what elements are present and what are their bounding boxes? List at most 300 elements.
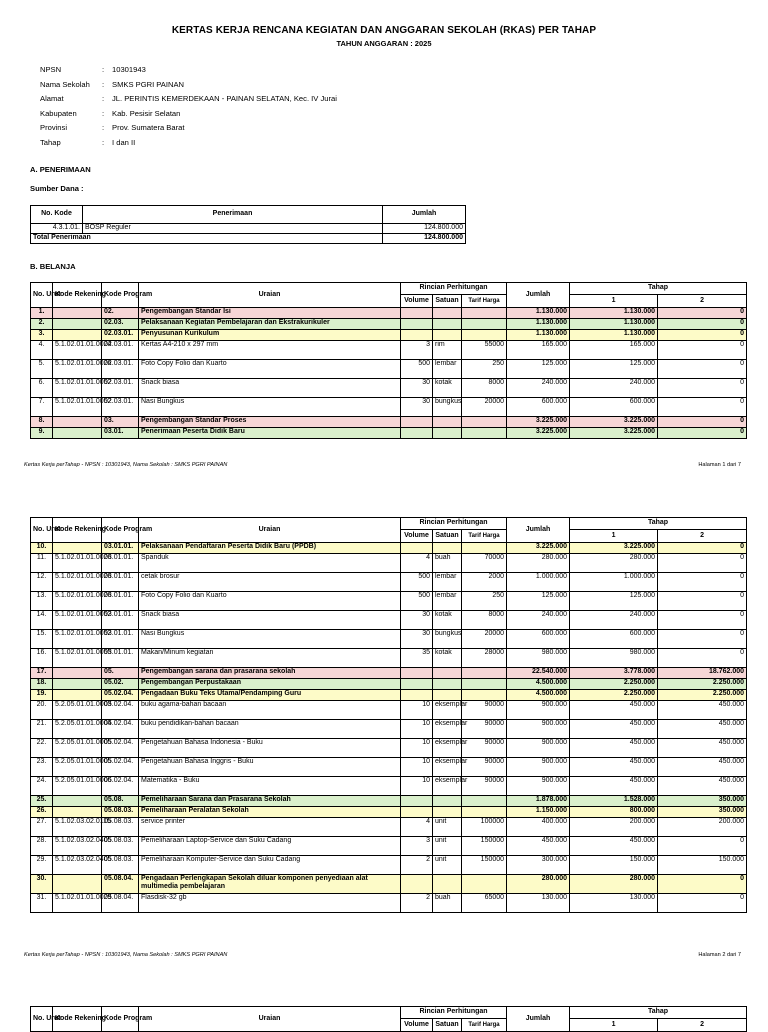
cell-satuan: kotak [433,649,462,668]
cell-tarif: 28000 [462,649,507,668]
cell-tahap-2: 0 [658,592,747,611]
cell-volume [401,308,433,319]
cell-uraian: service printer [139,818,401,837]
cell-kode-rekening: 5.1.02.01.01.0026 [53,554,102,573]
cell-volume: 4 [401,554,433,573]
cell-no: 11. [31,554,53,573]
cell-satuan [433,679,462,690]
header-volume: Volume [401,295,433,308]
belanja-table-page-2 [30,517,747,913]
cell-tahap-1: 2.250.000 [570,679,658,690]
cell-uraian: Pelaksanaan Pendaftaran Peserta Didik Baru (PPDB) [139,543,401,554]
header-tahap: Tahap [570,1007,747,1019]
cell-tarif [462,875,507,894]
cell-no: 10. [31,543,53,554]
cell-satuan [433,428,462,439]
cell-tahap-2: 0 [658,330,747,341]
total-label: Total Penerimaan [31,234,383,244]
cell-tarif: 90000 [462,777,507,796]
cell-tarif [462,319,507,330]
cell-tahap-1: 3.225.000 [570,417,658,428]
cell-kode-program: 02.03. [102,319,139,330]
cell-tarif: 90000 [462,701,507,720]
cell-satuan: bungkus [433,630,462,649]
table-row [31,758,747,777]
cell-kode-program: 02. [102,308,139,319]
cell-tarif: 20000 [462,398,507,417]
cell-satuan: eksemplar [433,758,462,777]
cell-tarif: 100000 [462,818,507,837]
cell-uraian: Pemeliharaan Sarana dan Prasarana Sekolah [139,796,401,807]
cell-kode-rekening [53,875,102,894]
cell-kode-rekening: 5.1.02.01.01.0026 [53,592,102,611]
cell-volume: 10 [401,701,433,720]
cell-no: 6. [31,379,53,398]
cell-satuan: lembar [433,360,462,379]
header-rincian: Rincian Perhitungan [401,518,507,530]
cell-uraian: Pengadaan Buku Teks Utama/Pendamping Guru [139,690,401,701]
cell-no: 14. [31,611,53,630]
cell-tarif [462,543,507,554]
table-row [31,894,747,913]
cell-kode-program: 05.02.04. [102,690,139,701]
header-tarif: Tarif Harga [462,1019,507,1032]
footer-page-number-1: Halaman 1 dari 7 [698,462,741,468]
cell-tarif [462,807,507,818]
cell-tahap-1: 450.000 [570,739,658,758]
header-kode-program: Kode Program [102,283,139,308]
header-volume: Volume [401,1019,433,1032]
cell-satuan: eksemplar [433,739,462,758]
cell-satuan: eksemplar [433,720,462,739]
cell-kode-rekening [53,543,102,554]
cell-tahap-1: 600.000 [570,398,658,417]
cell-no: 30. [31,875,53,894]
cell-volume: 500 [401,573,433,592]
cell-satuan [433,543,462,554]
cell-satuan [433,319,462,330]
cell-kode-rekening: 5.1.02.01.01.0026 [53,573,102,592]
header-no-urut: No. Urut [31,1007,53,1032]
cell-satuan: unit [433,818,462,837]
table-row [31,417,747,428]
cell-kode-rekening [53,308,102,319]
table-row [31,818,747,837]
cell-uraian: Spanduk [139,554,401,573]
cell-tahap-1: 600.000 [570,630,658,649]
cell-tarif: 90000 [462,720,507,739]
cell-tahap-1: 1.528.000 [570,796,658,807]
info-row-npsn: NPSN : 10301943 [40,65,146,74]
cell-tarif [462,417,507,428]
cell-tahap-2: 450.000 [658,777,747,796]
school-info [40,63,337,150]
cell-tarif: 20000 [462,630,507,649]
cell-jumlah: 1.000.000 [507,573,570,592]
footer-page-number-2: Halaman 2 dari 7 [698,952,741,958]
cell-satuan [433,690,462,701]
cell-satuan: buah [433,554,462,573]
cell-no: 29. [31,856,53,875]
cell-tahap-2: 0 [658,379,747,398]
cell-tahap-1: 3.225.000 [570,428,658,439]
cell-tahap-1: 165.000 [570,341,658,360]
cell-jumlah: 1.130.000 [507,308,570,319]
table-row [31,308,747,319]
cell-volume [401,679,433,690]
table-row [31,330,747,341]
cell-kode-program: 03.01.01. [102,630,139,649]
header-tahap-1: 1 [570,530,658,543]
header-rincian: Rincian Perhitungan [401,283,507,295]
cell-tahap-1: 240.000 [570,611,658,630]
cell-uraian: Pengetahuan Bahasa Inggris - Buku [139,758,401,777]
footer-left-page-2: Kertas Kerja perTahap - NPSN : 10301943, Nama Sekolah : SMKS PGRI PAINAN [24,952,228,958]
header-uraian: Uraian [139,518,401,543]
cell-kode-program: 05. [102,668,139,679]
cell-tahap-1: 1.130.000 [570,330,658,341]
cell-kode-program: 05.02.04. [102,777,139,796]
cell-no: 26. [31,807,53,818]
cell-satuan: eksemplar [433,777,462,796]
header-uraian: Uraian [139,1007,401,1032]
cell-jumlah: 280.000 [507,554,570,573]
belanja-table-page-3 [30,1006,747,1032]
cell-uraian: Foto Copy Folio dan Kuarto [139,592,401,611]
cell-tarif [462,428,507,439]
header-tahap-1: 1 [570,295,658,308]
cell-tarif: 250 [462,592,507,611]
cell-tarif [462,690,507,701]
cell-tarif [462,308,507,319]
cell-tarif: 150000 [462,837,507,856]
cell-volume [401,330,433,341]
cell-satuan: kotak [433,379,462,398]
cell-satuan: buah [433,894,462,913]
cell-volume: 10 [401,758,433,777]
cell-no: 1. [31,308,53,319]
cell-volume [401,796,433,807]
cell-volume: 35 [401,649,433,668]
cell-tahap-1: 150.000 [570,856,658,875]
header-no-urut: No. Urut [31,283,53,308]
cell-kode-program: 03. [102,417,139,428]
table-row [31,428,747,439]
total-row [31,234,466,244]
cell-kode-program: 02.03.01. [102,341,139,360]
cell-tahap-2: 450.000 [658,739,747,758]
cell-no: 27. [31,818,53,837]
table-row [31,739,747,758]
cell-jumlah: 165.000 [507,341,570,360]
header-penerimaan: Penerimaan [83,206,383,224]
cell-volume [401,668,433,679]
cell-kode-program: 03.01.01. [102,611,139,630]
cell-uraian: Pengembangan Standar Proses [139,417,401,428]
cell-kode-program: 05.08.03. [102,856,139,875]
cell-jumlah: 900.000 [507,720,570,739]
cell-kode-rekening [53,428,102,439]
cell-kode-rekening [53,319,102,330]
cell-jumlah: 125.000 [507,360,570,379]
cell-no: 2. [31,319,53,330]
cell-tarif [462,330,507,341]
cell-kode-program: 05.02.04. [102,758,139,777]
cell-kode-rekening [53,807,102,818]
cell-tahap-1: 2.250.000 [570,690,658,701]
cell-uraian: Pengetahuan Bahasa Indonesia - Buku [139,739,401,758]
cell-jumlah: 240.000 [507,611,570,630]
cell-tahap-1: 450.000 [570,837,658,856]
header-jumlah: Jumlah [507,1007,570,1032]
cell-no: 15. [31,630,53,649]
cell-jumlah: 980.000 [507,649,570,668]
cell-uraian: Pemeliharaan Komputer-Service dan Suku Cadang [139,856,401,875]
cell-satuan [433,668,462,679]
cell-tahap-2: 450.000 [658,758,747,777]
header-uraian: Uraian [139,283,401,308]
table-row [31,573,747,592]
section-belanja-heading: B. BELANJA [30,262,76,271]
header-no-urut: No. Urut [31,518,53,543]
table-row [31,777,747,796]
header-satuan: Satuan [433,530,462,543]
cell-kode-program: 05.08.03. [102,818,139,837]
cell-tahap-1: 280.000 [570,554,658,573]
cell-satuan: unit [433,837,462,856]
cell-no: 19. [31,690,53,701]
cell-no: 22. [31,739,53,758]
cell-kode-rekening: 5.1.02.01.01.0026 [53,360,102,379]
cell-jumlah: 3.225.000 [507,417,570,428]
cell-no: 12. [31,573,53,592]
cell-jumlah: 600.000 [507,630,570,649]
cell-no: 13. [31,592,53,611]
cell-tahap-2: 0 [658,428,747,439]
cell-uraian: Penyusunan Kurikulum [139,330,401,341]
cell-kode-program: 02.03.01. [102,379,139,398]
cell-tahap-1: 1.130.000 [570,319,658,330]
cell-satuan [433,807,462,818]
cell-tahap-1: 200.000 [570,818,658,837]
cell-kode-program: 05.08. [102,796,139,807]
cell-volume [401,543,433,554]
cell-satuan: lembar [433,573,462,592]
header-kode-rekening: Kode Rekening [53,283,102,308]
cell-kode-program: 03.01. [102,428,139,439]
cell-tahap-1: 980.000 [570,649,658,668]
cell-no: 24. [31,777,53,796]
belanja-table-page-1 [30,282,747,439]
cell-kode-rekening: 5.1.02.01.01.0029 [53,894,102,913]
table-row [31,554,747,573]
cell-kode-program: 05.02.04. [102,739,139,758]
cell-kode-program: 05.08.04. [102,894,139,913]
cell-kode-program: 03.01.01. [102,554,139,573]
cell-no: 23. [31,758,53,777]
cell-volume: 4 [401,818,433,837]
table-row [31,679,747,690]
cell-jumlah: 900.000 [507,739,570,758]
cell-uraian: Pemeliharaan Laptop-Service dan Suku Cadang [139,837,401,856]
cell-tahap-1: 240.000 [570,379,658,398]
cell-uraian: Snack biasa [139,611,401,630]
header-kode-rekening: Kode Rekening [53,518,102,543]
cell-kode-program: 03.01.01. [102,592,139,611]
cell-kode-rekening: 5.1.02.01.01.0052 [53,611,102,630]
header-jumlah: Jumlah [507,283,570,308]
cell-jumlah: 450.000 [507,837,570,856]
cell-tahap-2: 0 [658,554,747,573]
cell-uraian: Kertas A4-210 x 297 mm [139,341,401,360]
cell-tarif: 250 [462,360,507,379]
cell-jumlah: 4.500.000 [507,690,570,701]
cell-kode-program: 02.03.01. [102,398,139,417]
section-penerimaan-heading: A. PENERIMAAN [30,165,91,174]
cell-satuan [433,330,462,341]
info-row-alamat: Alamat : JL. PERINTIS KEMERDEKAAN - PAINAN SELATAN, Kec. IV Jurai [40,94,337,103]
header-kode-program: Kode Program [102,1007,139,1032]
cell-kode-rekening [53,679,102,690]
cell-jumlah: 1.878.000 [507,796,570,807]
cell-no: 18. [31,679,53,690]
cell-tahap-1: 450.000 [570,758,658,777]
cell-kode-rekening [53,417,102,428]
table-row [31,543,747,554]
cell-kode-program: 03.01.01. [102,649,139,668]
cell-tahap-2: 200.000 [658,818,747,837]
cell-tahap-1: 3.778.000 [570,668,658,679]
cell-uraian: buku agama-bahan bacaan [139,701,401,720]
cell-volume [401,875,433,894]
cell-uraian: Pelaksanaan Kegiatan Pembelajaran dan Ekstrakurikuler [139,319,401,330]
table-row [31,611,747,630]
cell-tahap-1: 1.130.000 [570,308,658,319]
cell-jumlah: 900.000 [507,701,570,720]
cell-tarif: 8000 [462,611,507,630]
cell-tahap-2: 350.000 [658,807,747,818]
cell-uraian: Matematika - Buku [139,777,401,796]
cell-tahap-2: 0 [658,398,747,417]
cell-volume [401,428,433,439]
info-row-provinsi: Provinsi : Prov. Sumatera Barat [40,123,185,132]
cell-tarif: 90000 [462,758,507,777]
cell-uraian: cetak brosur [139,573,401,592]
table-row [31,360,747,379]
cell-kode-rekening: 5.2.05.01.01.0005 [53,739,102,758]
cell-kode-program: 05.08.04. [102,875,139,894]
cell-kode-rekening: 5.1.02.03.02.0405 [53,856,102,875]
table-row [31,319,747,330]
header-no-kode: No. Kode [31,206,83,224]
cell-tahap-2: 18.762.000 [658,668,747,679]
cell-kode-rekening: 5.2.05.01.01.0004 [53,720,102,739]
table-row: 4.3.1.01. BOSP Reguler 124.800.000 [31,224,466,234]
cell-volume [401,690,433,701]
table-row [31,649,747,668]
info-row-kabupaten: Kabupaten : Kab. Pesisir Selatan [40,108,181,118]
cell-volume: 3 [401,837,433,856]
table-row [31,720,747,739]
cell-volume: 2 [401,894,433,913]
cell-no: 25. [31,796,53,807]
cell-tahap-2: 350.000 [658,796,747,807]
cell-satuan: unit [433,856,462,875]
table-row [31,875,747,894]
cell-tarif [462,679,507,690]
info-row-nama-sekolah: Nama Sekolah : SMKS PGRI PAINAN [40,79,185,89]
cell-tahap-2: 2.250.000 [658,679,747,690]
header-tahap-2: 2 [658,1019,747,1032]
cell-tahap-2: 0 [658,875,747,894]
cell-uraian: Pengembangan Perpustakaan [139,679,401,690]
cell-tarif: 150000 [462,856,507,875]
cell-volume [401,807,433,818]
header-tahap-1: 1 [570,1019,658,1032]
cell-volume: 10 [401,720,433,739]
cell-volume: 10 [401,777,433,796]
cell-kode-program: 05.08.03. [102,837,139,856]
cell-jumlah: 900.000 [507,777,570,796]
cell-volume: 30 [401,379,433,398]
table-row [31,630,747,649]
cell-kode-rekening: 5.1.02.01.01.0024 [53,341,102,360]
cell-uraian: Flasdisk-32 gb [139,894,401,913]
cell-kode-program: 02.03.01. [102,330,139,341]
header-kode-rekening: Kode Rekening [53,1007,102,1032]
cell-kode-program: 05.02.04. [102,720,139,739]
cell-tahap-2: 450.000 [658,701,747,720]
cell-tahap-2: 0 [658,630,747,649]
table-row [31,341,747,360]
cell-satuan: rim [433,341,462,360]
cell-no: 21. [31,720,53,739]
header-jumlah: Jumlah [383,206,466,224]
cell-uraian: Pengembangan Standar Isi [139,308,401,319]
cell-no: 20. [31,701,53,720]
cell-uraian: Foto Copy Folio dan Kuarto [139,360,401,379]
cell-tarif: 55000 [462,341,507,360]
cell-kode-program: 05.02.04. [102,701,139,720]
cell-volume: 500 [401,592,433,611]
cell-tahap-2: 2.250.000 [658,690,747,701]
footer-left-page-1: Kertas Kerja perTahap - NPSN : 10301943, Nama Sekolah : SMKS PGRI PAINAN [24,462,228,468]
cell-satuan [433,796,462,807]
cell-volume: 30 [401,630,433,649]
cell-no: 31. [31,894,53,913]
cell-tahap-1: 3.225.000 [570,543,658,554]
table-row [31,701,747,720]
header-tarif: Tarif Harga [462,530,507,543]
cell-jumlah: 4.500.000 [507,679,570,690]
cell-no: 28. [31,837,53,856]
header-tahap: Tahap [570,518,747,530]
table-row [31,398,747,417]
sumber-dana-label: Sumber Dana : [30,184,84,193]
cell-satuan: kotak [433,611,462,630]
cell-tahap-2: 0 [658,543,747,554]
cell-tahap-1: 450.000 [570,701,658,720]
cell-jumlah: 3.225.000 [507,428,570,439]
cell-tarif: 90000 [462,739,507,758]
cell-uraian: Nasi Bungkus [139,630,401,649]
cell-tarif: 70000 [462,554,507,573]
cell-kode-rekening: 5.1.02.03.02.0115 [53,818,102,837]
header-kode-program: Kode Program [102,518,139,543]
cell-volume: 30 [401,398,433,417]
cell-jumlah: 280.000 [507,875,570,894]
info-row-tahap: Tahap : I dan II [40,137,136,147]
